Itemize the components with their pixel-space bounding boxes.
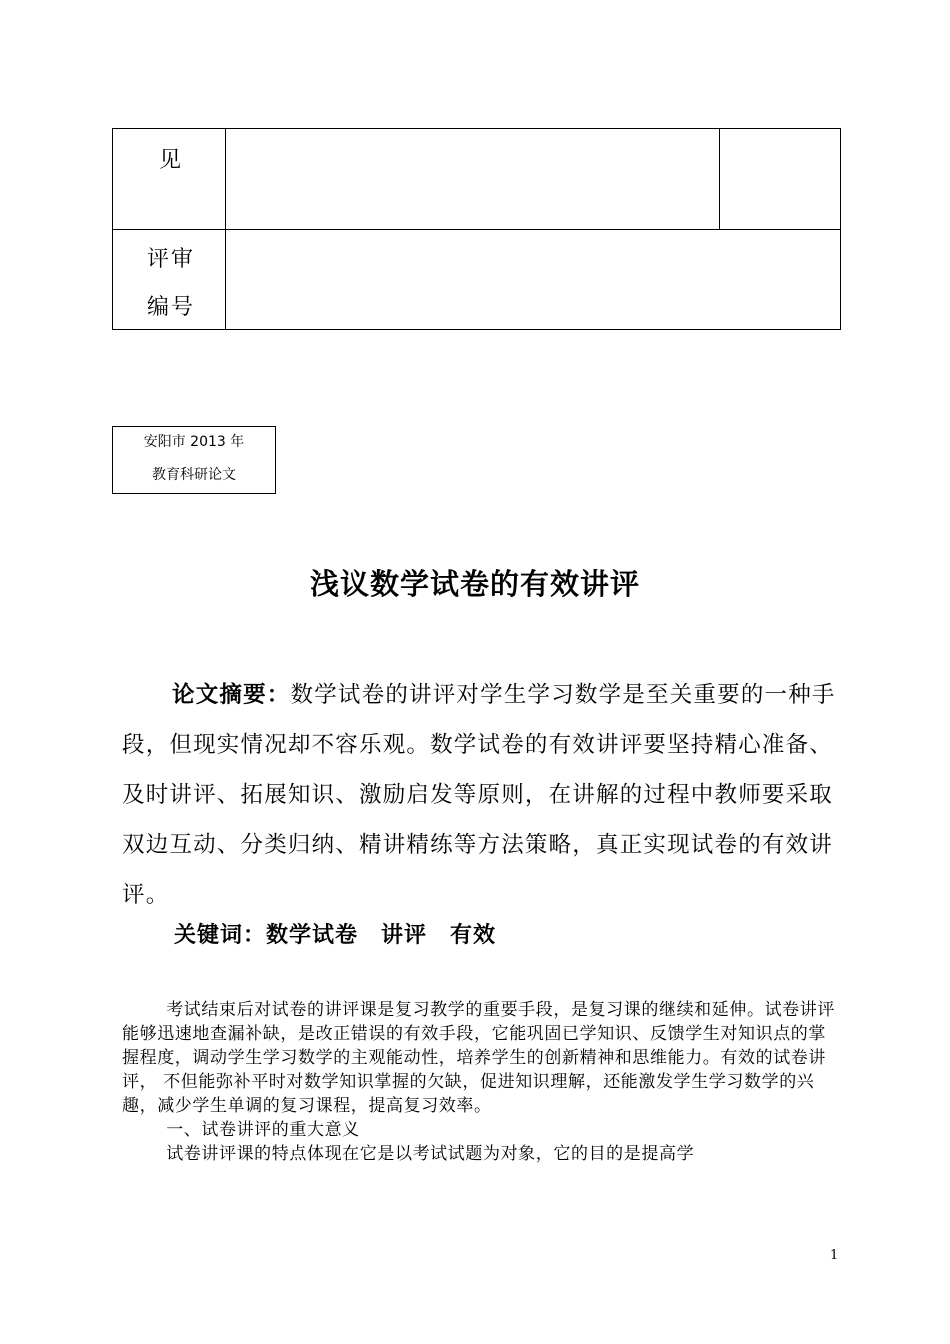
- review-form-table: [112, 128, 841, 330]
- review-label-line1: 评审: [147, 247, 196, 272]
- review-label-line2: 编号: [147, 295, 196, 320]
- paper-category-box: [112, 426, 276, 494]
- opinion-label: 见: [159, 148, 184, 173]
- category-line2: 教育科研论文: [152, 467, 236, 483]
- body-paragraph: 试卷讲评课的特点体现在它是以考试试题为对象，它的目的是提高学: [166, 1144, 695, 1164]
- page-number: 1: [830, 1248, 839, 1263]
- abstract: [122, 670, 842, 920]
- form-row-opinion: [113, 129, 840, 230]
- cell-divider: [225, 230, 226, 329]
- body-text: [122, 998, 840, 1166]
- paper-title: 浅议数学试卷的有效讲评: [309, 567, 640, 601]
- cell-divider: [719, 129, 720, 229]
- abstract-text: 数学试卷的讲评对学生学习数学是至关重要的一种手段，但现实情况却不容乐观。数学试卷的有效讲评要坚持精心准备、及时讲评、拓展知识、激励启发等原则，在讲解的过程中教师要采取双边互动、分类归纳、精讲精练等方法策略，真正实现试卷的有效讲评。: [122, 682, 836, 908]
- section-heading: 一、试卷讲评的重大意义: [166, 1120, 360, 1140]
- category-line1: 安阳市 2013 年: [143, 434, 245, 450]
- cell-divider: [225, 129, 226, 229]
- form-row-review-number: [113, 230, 840, 329]
- body-paragraph: 考试结束后对试卷的讲评课是复习教学的重要手段，是复习课的继续和延伸。试卷讲评能够迅速地查漏补缺，是改正错误的有效手段，它能巩固已学知识、反馈学生对知识点的掌握程度，调动学生学习数学的主观能动性，培养学生的创新精神和思维能力。有效的试卷讲评， 不但能弥补平时对数学知识掌握的欠缺，促进知识理解，还能激发学生学习数学的兴趣，减少学生单调的复习课程，提高复习效率。: [122, 1000, 835, 1116]
- keywords: 关键词：数学试卷 讲评 有效: [174, 923, 497, 948]
- abstract-lead: 论文摘要：: [172, 682, 291, 708]
